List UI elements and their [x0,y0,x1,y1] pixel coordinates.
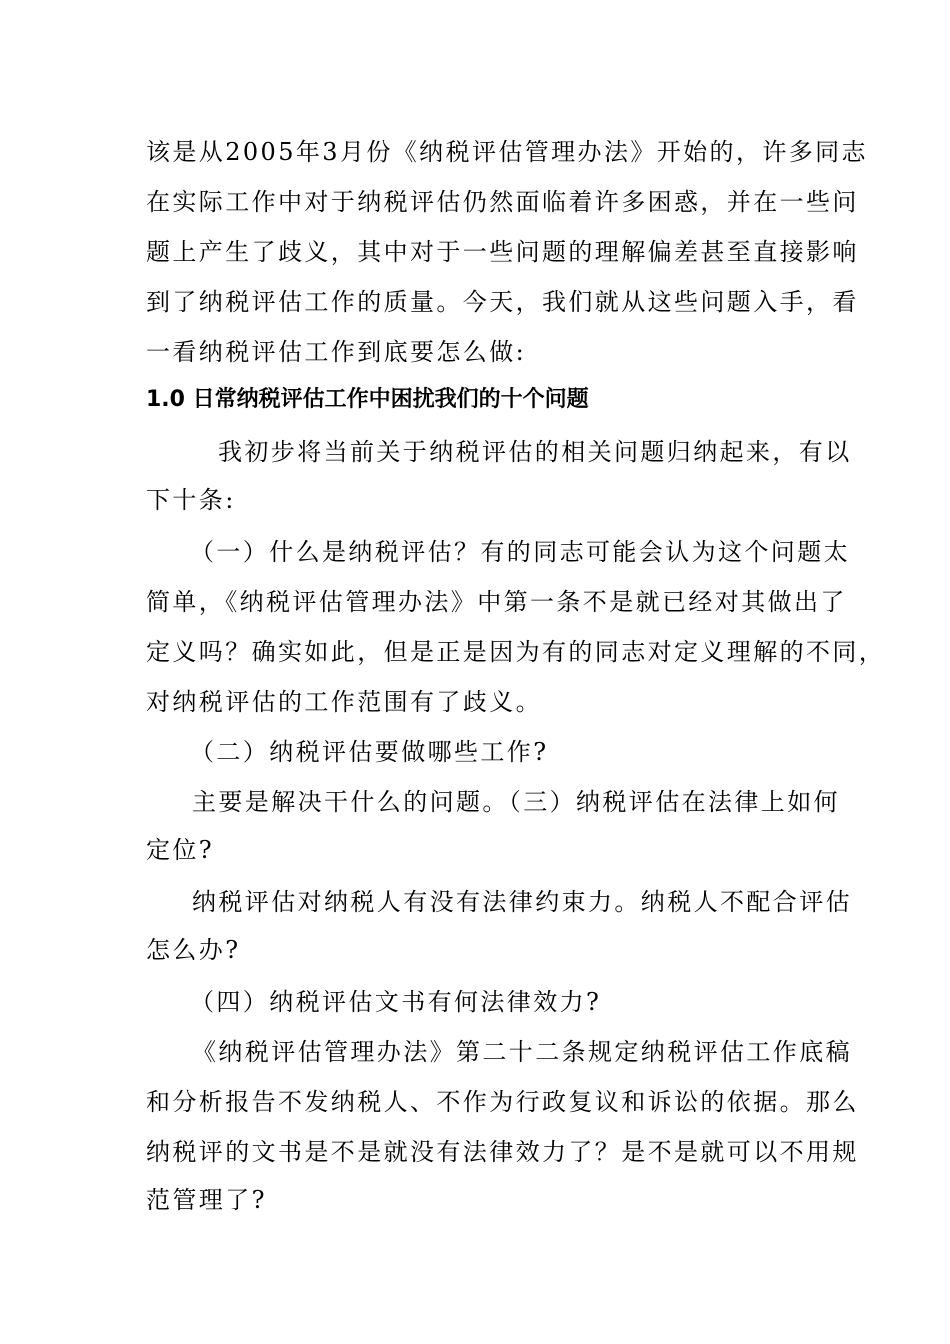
intro-line-3: 题上产生了歧义，其中对于一些问题的理解偏差甚至直接影响 [146,238,859,266]
intro-line-5: 一看纳税评估工作到底要怎么做: [146,338,527,366]
summary-line-1: 我初步将当前关于纳税评估的相关问题归纳起来，有以 [218,438,852,466]
question-1-line-4: 对纳税评估的工作范围有了歧义。 [146,688,542,716]
intro-line-1: 该是从2005年3月份《纳税评估管理办法》开始的，许多同志 [146,138,868,166]
question-3-answer-line-1: 纳税评估对纳税人有没有法律约束力。纳税人不配合评估 [192,888,852,916]
question-4-answer-line-4: 范管理了? [146,1186,267,1214]
question-1-line-1: （一）什么是纳税评估？有的同志可能会认为这个问题太 [190,538,850,566]
question-3-answer-line-2: 怎么办? [146,936,241,964]
question-4-answer-line-3: 纳税评的文书是不是就没有法律效力了？是不是就可以不用规 [146,1138,859,1166]
question-4-answer-line-2: 和分析报告不发纳税人、不作为行政复议和诉讼的依据。那么 [146,1088,859,1116]
intro-line-4: 到了纳税评估工作的质量。今天，我们就从这些问题入手，看 [146,288,859,316]
question-2: （二）纳税评估要做哪些工作? [190,738,549,766]
question-1-line-2: 简单，《纳税评估管理办法》中第一条不是就已经对其做出了 [146,588,847,616]
question-4-answer-line-1: 《纳税评估管理办法》第二十二条规定纳税评估工作底稿 [192,1038,852,1066]
question-1-line-3: 定义吗？确实如此，但是正是因为有的同志对定义理解的不同， [146,638,886,666]
intro-line-2: 在实际工作中对于纳税评估仍然面临着许多困惑，并在一些问 [146,188,859,216]
question-2-answer-line-2: 定位? [146,836,215,864]
question-4: （四）纳税评估文书有何法律效力? [190,988,602,1016]
summary-line-2: 下十条: [146,486,236,514]
question-2-answer-line-1: 主要是解决干什么的问题。（三）纳税评估在法律上如何 [192,788,840,816]
section-heading: 1.0 日常纳税评估工作中困扰我们的十个问题 [146,387,589,412]
